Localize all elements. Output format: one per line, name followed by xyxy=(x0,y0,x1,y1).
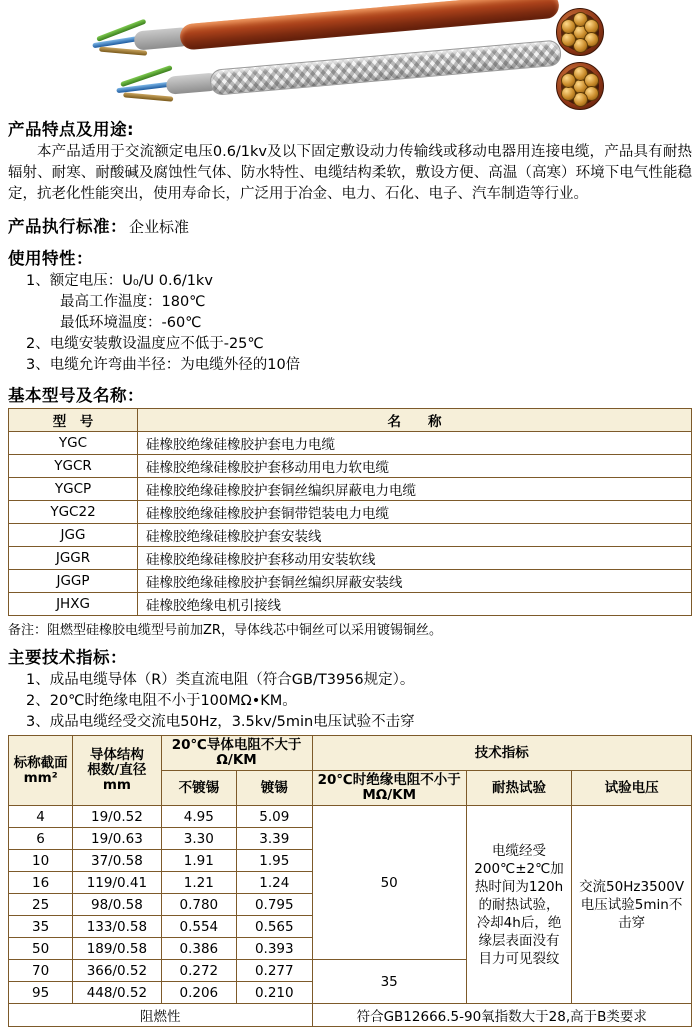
standard-value: 企业标准 xyxy=(129,218,190,236)
cell-tinned: 1.24 xyxy=(237,872,312,894)
cell-tinned: 0.393 xyxy=(237,938,312,960)
model-name: 硅橡胶绝缘硅橡胶护套安装线 xyxy=(138,524,692,547)
cell-section: 95 xyxy=(9,982,73,1004)
table-row xyxy=(9,547,692,570)
cell-untinned: 0.780 xyxy=(161,894,236,916)
conductor-core xyxy=(561,32,576,47)
cell-heat-test: 电缆经受200℃±2℃加热时间为120h的耐热试验，冷却4h后，绝缘层表面没有目力可见裂纹 xyxy=(466,806,571,1004)
cell-structure: 37/0.58 xyxy=(73,850,161,872)
cell-tinned: 3.39 xyxy=(237,828,312,850)
cell-untinned: 0.386 xyxy=(161,938,236,960)
table-row xyxy=(9,478,692,501)
cell-structure: 448/0.52 xyxy=(73,982,161,1004)
table-row xyxy=(9,501,692,524)
tech-item: 3、成品电缆经受交流电50Hz，3.5kv/5min电压试验不击穿 xyxy=(26,714,415,730)
table-row xyxy=(9,806,692,828)
usage-item: 3、电缆允许弯曲半径：为电缆外径的10倍 xyxy=(26,357,301,373)
cell-section: 25 xyxy=(9,894,73,916)
features-paragraph: 本产品适用于交流额定电压0.6/1kv及以下固定敷设动力传输线或移动电器用连接电缆，产品具有耐热辐射、耐寒、耐酸碱及腐蚀性气体、防水特性、电缆结构柔软，敷设方便、高温（高寒）环境下电气性能稳定，抗老化性能突出，使用寿命长，广泛用于冶金、电力、石化、电子、汽车制造等行业。 xyxy=(8,144,692,202)
model-table xyxy=(8,408,692,616)
cell-structure: 98/0.58 xyxy=(73,894,161,916)
brown-wire xyxy=(123,92,173,101)
col-nominal-section: 标称截面 mm² xyxy=(9,736,73,806)
table-row xyxy=(9,570,692,593)
tech-item: 1、成品电缆导体（R）类直流电阻（符合GB/T3956规定）。 xyxy=(26,672,415,688)
cell-structure: 366/0.52 xyxy=(73,960,161,982)
cell-untinned: 4.95 xyxy=(161,806,236,828)
usage-list xyxy=(8,271,692,376)
conductor-core xyxy=(561,73,576,88)
usage-item: 1、额定电压：U₀/U 0.6/1kv xyxy=(26,273,213,289)
cell-structure: 19/0.63 xyxy=(73,828,161,850)
model-name: 硅橡胶绝缘电机引接线 xyxy=(138,593,692,616)
cell-section: 70 xyxy=(9,960,73,982)
usage-item: 2、电缆安装敷设温度应不低于-25℃ xyxy=(26,336,264,352)
standard-row xyxy=(8,207,692,239)
cell-tinned: 5.09 xyxy=(237,806,312,828)
model-name: 硅橡胶绝缘硅橡胶护套电力电缆 xyxy=(138,432,692,455)
cell-tinned: 0.795 xyxy=(237,894,312,916)
model-name: 硅橡胶绝缘硅橡胶护套铜丝编织屏蔽安装线 xyxy=(138,570,692,593)
cell-section: 16 xyxy=(9,872,73,894)
cell-structure: 189/0.58 xyxy=(73,938,161,960)
models-note: 备注：阻燃型硅橡胶电缆型号前加ZR，导体线芯中铜丝可以采用镀锡铜丝。 xyxy=(8,623,442,638)
col-heat-test: 耐热试验 xyxy=(466,771,571,806)
cell-insulation-resistance: 50 xyxy=(312,806,466,960)
model-name: 硅橡胶绝缘硅橡胶护套铜丝编织屏蔽电力电缆 xyxy=(138,478,692,501)
cross-section-icon xyxy=(556,62,604,110)
cell-tinned: 0.565 xyxy=(237,916,312,938)
col-tech-index: 技术指标 xyxy=(312,736,691,771)
cell-untinned: 0.272 xyxy=(161,960,236,982)
col-model-name: 名 称 xyxy=(138,409,692,432)
tech-heading: 主要技术指标： xyxy=(8,648,127,667)
model-code: JGGP xyxy=(9,570,138,593)
standard-heading: 产品执行标准： xyxy=(8,217,127,236)
cell-insulation-resistance: 35 xyxy=(312,960,466,1004)
cell-untinned: 1.21 xyxy=(161,872,236,894)
tech-item: 2、20℃时绝缘电阻不小于100MΩ•KM。 xyxy=(26,693,297,709)
model-name: 硅橡胶绝缘硅橡胶护套移动用电力软电缆 xyxy=(138,455,692,478)
table-row-flame xyxy=(9,1004,692,1027)
table-header-row xyxy=(9,409,692,432)
cell-untinned: 1.91 xyxy=(161,850,236,872)
model-code: YGCR xyxy=(9,455,138,478)
conductor-core xyxy=(561,86,576,101)
col-dc-resistance: 20℃导体电阻不大于Ω/KM xyxy=(161,736,312,771)
col-conductor-structure: 导体结构 根数/直径 mm xyxy=(73,736,161,806)
model-name: 硅橡胶绝缘硅橡胶护套铜带铠装电力电缆 xyxy=(138,501,692,524)
model-code: JGGR xyxy=(9,547,138,570)
cell-tinned: 0.277 xyxy=(237,960,312,982)
cell-voltage-test: 交流50Hz3500V电压试验5min不击穿 xyxy=(572,806,692,1004)
models-heading: 基本型号及名称： xyxy=(8,386,144,405)
model-code: YGC22 xyxy=(9,501,138,524)
table-row xyxy=(9,432,692,455)
cell-structure: 19/0.52 xyxy=(73,806,161,828)
col-tinned: 镀锡 xyxy=(237,771,312,806)
col-voltage-test: 试验电压 xyxy=(572,771,692,806)
tech-list xyxy=(8,670,692,733)
col-model-code: 型 号 xyxy=(9,409,138,432)
table-row xyxy=(9,524,692,547)
product-image-area xyxy=(0,0,700,110)
cell-section: 10 xyxy=(9,850,73,872)
usage-subitem: 最高工作温度：180℃ xyxy=(60,294,206,310)
cell-structure: 119/0.41 xyxy=(73,872,161,894)
cell-section: 35 xyxy=(9,916,73,938)
table-row xyxy=(9,593,692,616)
cell-untinned: 3.30 xyxy=(161,828,236,850)
col-insulation-resistance: 20℃时绝缘电阻不小于MΩ/KM xyxy=(312,771,466,806)
model-code: JGG xyxy=(9,524,138,547)
col-untinned: 不镀锡 xyxy=(161,771,236,806)
table-header-row xyxy=(9,736,692,771)
cell-section: 4 xyxy=(9,806,73,828)
cell-section: 6 xyxy=(9,828,73,850)
table-row xyxy=(9,455,692,478)
model-code: JHXG xyxy=(9,593,138,616)
document-body xyxy=(0,116,700,1027)
cell-untinned: 0.206 xyxy=(161,982,236,1004)
cross-section-icon xyxy=(556,8,604,56)
cell-tinned: 1.95 xyxy=(237,850,312,872)
features-heading: 产品特点及用途: xyxy=(8,120,135,139)
usage-subitem: 最低环境温度：-60℃ xyxy=(60,315,202,331)
model-name: 硅橡胶绝缘硅橡胶护套移动用安装软线 xyxy=(138,547,692,570)
cell-untinned: 0.554 xyxy=(161,916,236,938)
specification-table xyxy=(8,735,692,1027)
usage-heading: 使用特性： xyxy=(8,249,93,268)
flame-label: 阻燃性 xyxy=(9,1004,313,1027)
model-code: YGCP xyxy=(9,478,138,501)
cell-structure: 133/0.58 xyxy=(73,916,161,938)
cell-section: 50 xyxy=(9,938,73,960)
cell-tinned: 0.210 xyxy=(237,982,312,1004)
conductor-core xyxy=(561,19,576,34)
flame-value: 符合GB12666.5-90氧指数大于28,高于B类要求 xyxy=(312,1004,691,1027)
model-code: YGC xyxy=(9,432,138,455)
